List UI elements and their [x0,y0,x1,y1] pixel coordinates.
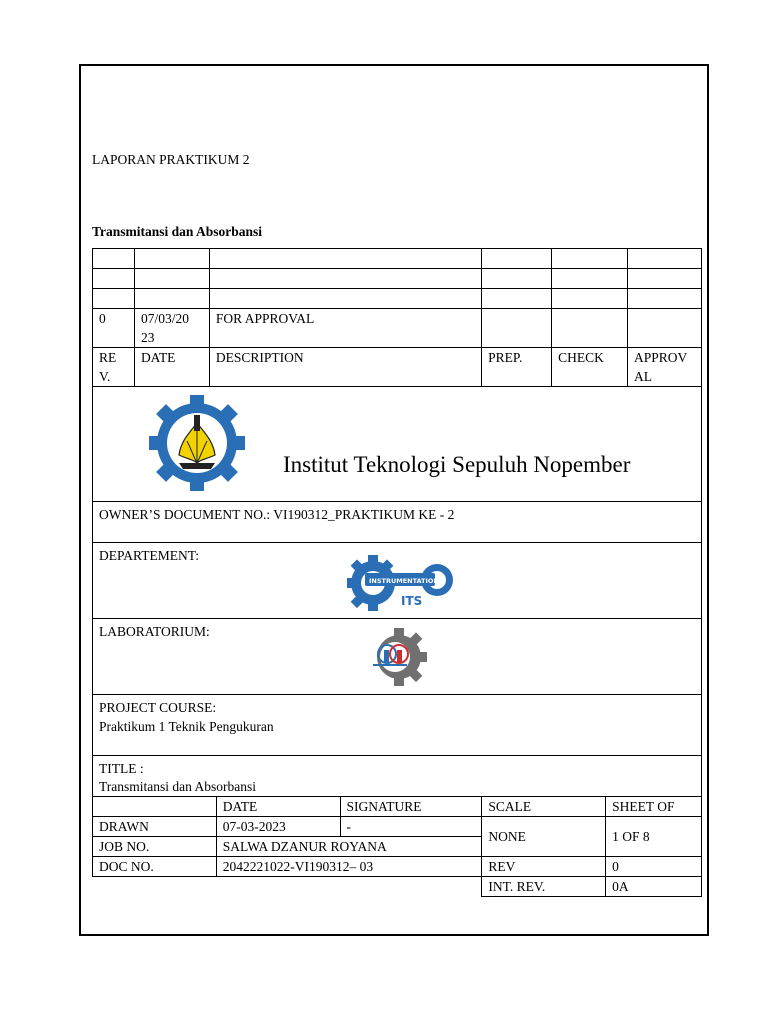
table-header-row [93,348,702,387]
department-label: DEPARTEMENT: [99,548,200,563]
institution-name: Institut Teknologi Sepuluh Nopember [283,452,631,477]
approval-cell [628,309,702,348]
rev-cell [93,269,135,289]
empty-cell [93,877,482,897]
scale-header: SCALE [482,797,606,817]
instrumentation-logo-text: INSTRUMENTATION [369,577,439,585]
laboratory-block [92,618,702,695]
table-row [93,797,702,817]
description-cell [209,249,481,269]
prep-cell [482,289,552,309]
description-cell: FOR APPROVAL [209,309,481,348]
table-row [93,249,702,269]
date-header: DATE [216,797,340,817]
date-cell [134,289,209,309]
int-rev-label: INT. REV. [482,877,606,897]
doc-value: 2042221022-VI190312– 03 [216,857,482,877]
doc-label: DOC NO. [93,857,217,877]
sheet-header: SHEET OF [606,797,702,817]
date-cell [134,269,209,289]
instrumentation-its-logo-icon [345,553,457,615]
table-row [93,877,702,897]
prep-cell [482,269,552,289]
department-block [92,542,702,619]
table-row [93,269,702,289]
project-course-block [92,694,702,756]
prep-cell [482,249,552,269]
int-rev-value: 0A [606,877,702,897]
title-block [92,755,702,797]
description-cell [209,289,481,309]
owner-document-label: OWNER’S DOCUMENT NO.: VI190312_PRAKTIKUM KE - 2 [99,507,455,522]
drawn-label: DRAWN [93,817,217,837]
date-header: DATE [134,348,209,387]
check-header: CHECK [552,348,628,387]
laboratory-gear-logo-icon [361,624,431,690]
approval-header: APPROV AL [628,348,702,387]
laboratory-label: LABORATORIUM: [99,624,210,639]
approval-cell [628,289,702,309]
check-cell [552,249,628,269]
title-value: Transmitansi dan Absorbansi [99,779,257,794]
report-subject: Transmitansi dan Absorbansi [92,224,263,239]
project-course-value: Praktikum 1 Teknik Pengukuran [99,719,274,734]
check-cell [552,289,628,309]
date-cell [134,249,209,269]
sheet-value: 1 OF 8 [606,817,702,857]
description-header: DESCRIPTION [209,348,481,387]
date-cell: 07/03/20 23 [134,309,209,348]
its-emblem-icon [145,393,249,493]
table-row [93,817,702,837]
rev-value: 0 [606,857,702,877]
rev-cell [93,249,135,269]
table-row [93,857,702,877]
revision-table [92,248,702,387]
info-table [92,796,702,897]
owner-document-block [92,501,702,543]
check-cell [552,309,628,348]
description-cell [209,269,481,289]
title-label: TITLE : [99,761,144,776]
drawn-date: 07-03-2023 [216,817,340,837]
rev-label: REV [482,857,606,877]
job-value: SALWA DZANUR ROYANA [216,837,482,857]
its-logo-text: ITS [401,594,423,608]
drawn-signature: - [340,817,482,837]
institution-block [92,386,702,501]
prep-cell [482,309,552,348]
empty-cell [93,797,217,817]
table-row [93,309,702,348]
rev-cell: 0 [93,309,135,348]
approval-cell [628,269,702,289]
table-row [93,289,702,309]
prep-header: PREP. [482,348,552,387]
report-title: LAPORAN PRAKTIKUM 2 [92,152,250,167]
signature-header: SIGNATURE [340,797,482,817]
check-cell [552,269,628,289]
approval-cell [628,249,702,269]
rev-header: RE V. [93,348,135,387]
scale-value: NONE [482,817,606,857]
job-label: JOB NO. [93,837,217,857]
project-course-label: PROJECT COURSE: [99,700,217,715]
rev-cell [93,289,135,309]
